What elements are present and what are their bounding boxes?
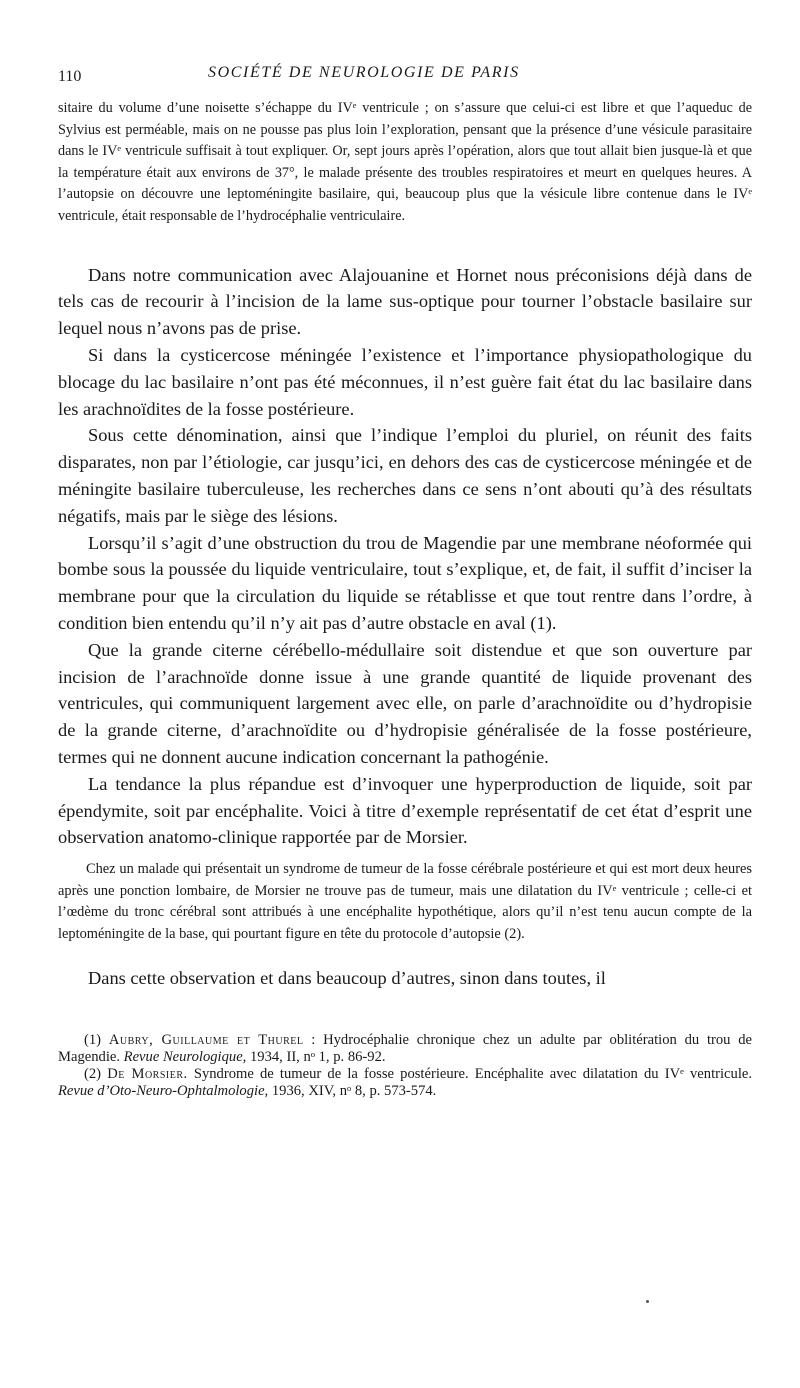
footnote-2 bbox=[58, 1066, 752, 1100]
body-paragraph-4: Lorsqu’il s’agit d’une obstruction du trou de Magendie par une membrane néoformée qui bombe sous la poussée du liquide ventriculaire, tout s’explique, et, de fait, il suffit d’inciser la membrane pour que la circulation du liquide se rétablisse et que tout rentre dans l’ordre, à condition bien entendu qu’il n’y ait pas d’autre obstacle en aval (1). bbox=[58, 532, 752, 633]
footnote-1-details: 1934, II, nᵒ 1, p. 86-92. bbox=[246, 1049, 386, 1066]
print-speck bbox=[646, 1300, 649, 1303]
body-paragraph-2: Si dans la cysticercose méningée l’existence et l’importance physiopathologique du blocage du lac basilaire n’ont pas été méconnues, il n’est guère fait état du lac basilaire dans les arachnoïdites de la fosse postérieure. bbox=[58, 344, 752, 419]
main-text bbox=[58, 262, 752, 852]
footnote-1-text: : Hydrocéphalie chronique chez un adulte par oblitération du trou de Magendie. bbox=[58, 1032, 752, 1066]
footnote-2-marker: (2) bbox=[84, 1066, 102, 1083]
page-number: 110 bbox=[58, 68, 82, 85]
closing-paragraph: Dans cette observation et dans beaucoup d’autres, sinon dans toutes, il bbox=[88, 968, 606, 989]
body-paragraph-5: Que la grande citerne cérébello-médullaire soit distendue et que son ouverture par incision de l’arachnoïde donne issue à une grande quantité de liquide provenant des ventricules, qui communiquent largement avec elle, on parle d’arachnoïdite ou d’hydropisie de la grande citerne, d’arachnoïdite ou d’hydropisie généralisée de la fosse postérieure, termes qui ne donnent aucune indication concernant la pathogénie. bbox=[58, 639, 752, 767]
footnote-1 bbox=[58, 1032, 752, 1066]
footnote-1-marker: (1) bbox=[84, 1032, 102, 1049]
continued-case-report bbox=[58, 98, 752, 228]
footnote-2-text: Syndrome de tumeur de la fosse postérieure. Encéphalite avec dilatation du IVᵉ ventricule. bbox=[187, 1066, 752, 1083]
observation-excerpt bbox=[58, 859, 752, 945]
body-paragraph-3: Sous cette dénomination, ainsi que l’indique l’emploi du pluriel, on réunit des faits disparates, non par l’étiologie, car jusqu’ici, en dehors des cas de cysticercose méningée et de méningite basilaire tuberculeuse, les recherches dans ce sens n’ont abouti qu’à des résultats négatifs, mais par le siège des lésions. bbox=[58, 425, 752, 526]
footnote-1-journal: Revue Neurologique, bbox=[123, 1049, 247, 1066]
page-header bbox=[58, 58, 752, 88]
observation-paragraph: Chez un malade qui présentait un syndrome de tumeur de la fosse cérébrale postérieure et qui est mort deux heures après une ponction lombaire, de Morsier ne trouve pas de tumeur, mais une dilatation du IVᵉ ventricule ; celle-ci et l’œdème du tronc cérébral sont attribués à une encéphalite hypothétique, alors qu’il n’est tenu aucun compte de la leptoméningite de la base, qui pourtant figure en tête du protocole d’autopsie (2). bbox=[58, 861, 752, 942]
footnote-1-authors: Aubry, Guillaume et Thurel bbox=[108, 1032, 304, 1049]
body-paragraph-1: Dans notre communication avec Alajouanine et Hornet nous préconisions déjà dans de tels cas de recourir à l’incision de la lame sus-optique pour tourner l’obstacle basilaire sur lequel nous n’avons pas de prise. bbox=[58, 264, 752, 339]
top-paragraph: sitaire du volume d’une noisette s’échappe du IVᵉ ventricule ; on s’assure que celui-ci est libre et que l’aqueduc de Sylvius est perméable, mais on ne pousse pas plus loin l’exploration, pensant que la présence d’une vésicule parasitaire dans le IVᵉ ventricule suffisait à tout expliquer. Or, sept jours après l’opération, alors que tout allait bien jusque-là et que la température était aux environs de 37°, le malade présente des troubles respiratoires et meurt en quelques heures. A l’autopsie on découvre une leptoméningite basilaire, qui, beaucoup plus que la vésicule libre contenue dans le IVᵉ ventricule, était responsable de l’hydrocéphalie ventriculaire. bbox=[58, 100, 752, 224]
footnote-2-journal: Revue d’Oto-Neuro-Ophtalmologie, bbox=[58, 1083, 269, 1100]
footnotes bbox=[58, 1032, 752, 1100]
footnote-2-authors: De Morsier. bbox=[107, 1066, 188, 1083]
running-title: SOCIÉTÉ DE NEUROLOGIE DE PARIS bbox=[208, 64, 520, 81]
body-paragraph-6: La tendance la plus répandue est d’invoquer une hyperproduction de liquide, soit par épendymite, soit par encéphalite. Voici à titre d’exemple représentatif de cet état d’esprit une observation anatomo-clinique rapportée par de Morsier. bbox=[58, 773, 752, 848]
closing-text bbox=[58, 965, 752, 992]
page bbox=[58, 58, 752, 1100]
footnote-2-details: 1936, XIV, nᵒ 8, p. 573-574. bbox=[268, 1083, 437, 1100]
